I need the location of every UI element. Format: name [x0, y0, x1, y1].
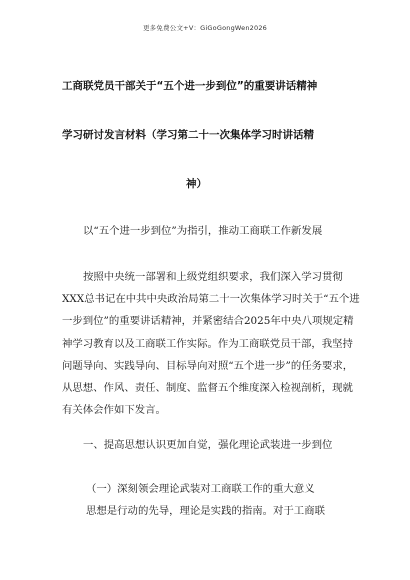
body-paragraph-2: 思想是行动的先导，理论是实践的指南。对于工商联	[86, 505, 325, 517]
subsection-heading-1: （一）深刻领会理论武装对工商联工作的重大意义	[86, 483, 315, 495]
intro-paragraph: 以“五个进一步到位”为指引，推动工商联工作新发展	[83, 225, 323, 237]
title-line-1: 工商联党员干部关于“五个进一步到位”的重要讲话精神	[62, 80, 318, 92]
title-line-2: 学习研讨发言材料（学习第二十一次集体学习时讲话精	[62, 129, 314, 141]
body-paragraph-1: 按照中央统一部署和上级党组织要求，我们深入学习贯彻XXX总书记在中共中央政治局第二十一次集体学习时关于“五个进一步到位”的重要讲话精神，并紧密结合2025年中央八项规定精神学习教育以及工商联工作实际。作为工商联党员干部，我坚持问题导向、实践导向、目标导向对照“五个进一步”的任务要求，从思想、作风、责任、制度、监督五个维度深入检视剖析，现就有关体会作如下发言。	[62, 271, 360, 417]
section-heading-1: 一、提高思想认识更加自觉，强化理论武装进一步到位	[83, 439, 333, 451]
header-watermark: 更多免费公文+V：GiGoGongWen2026	[142, 24, 267, 32]
title-line-3: 神）	[186, 178, 207, 190]
